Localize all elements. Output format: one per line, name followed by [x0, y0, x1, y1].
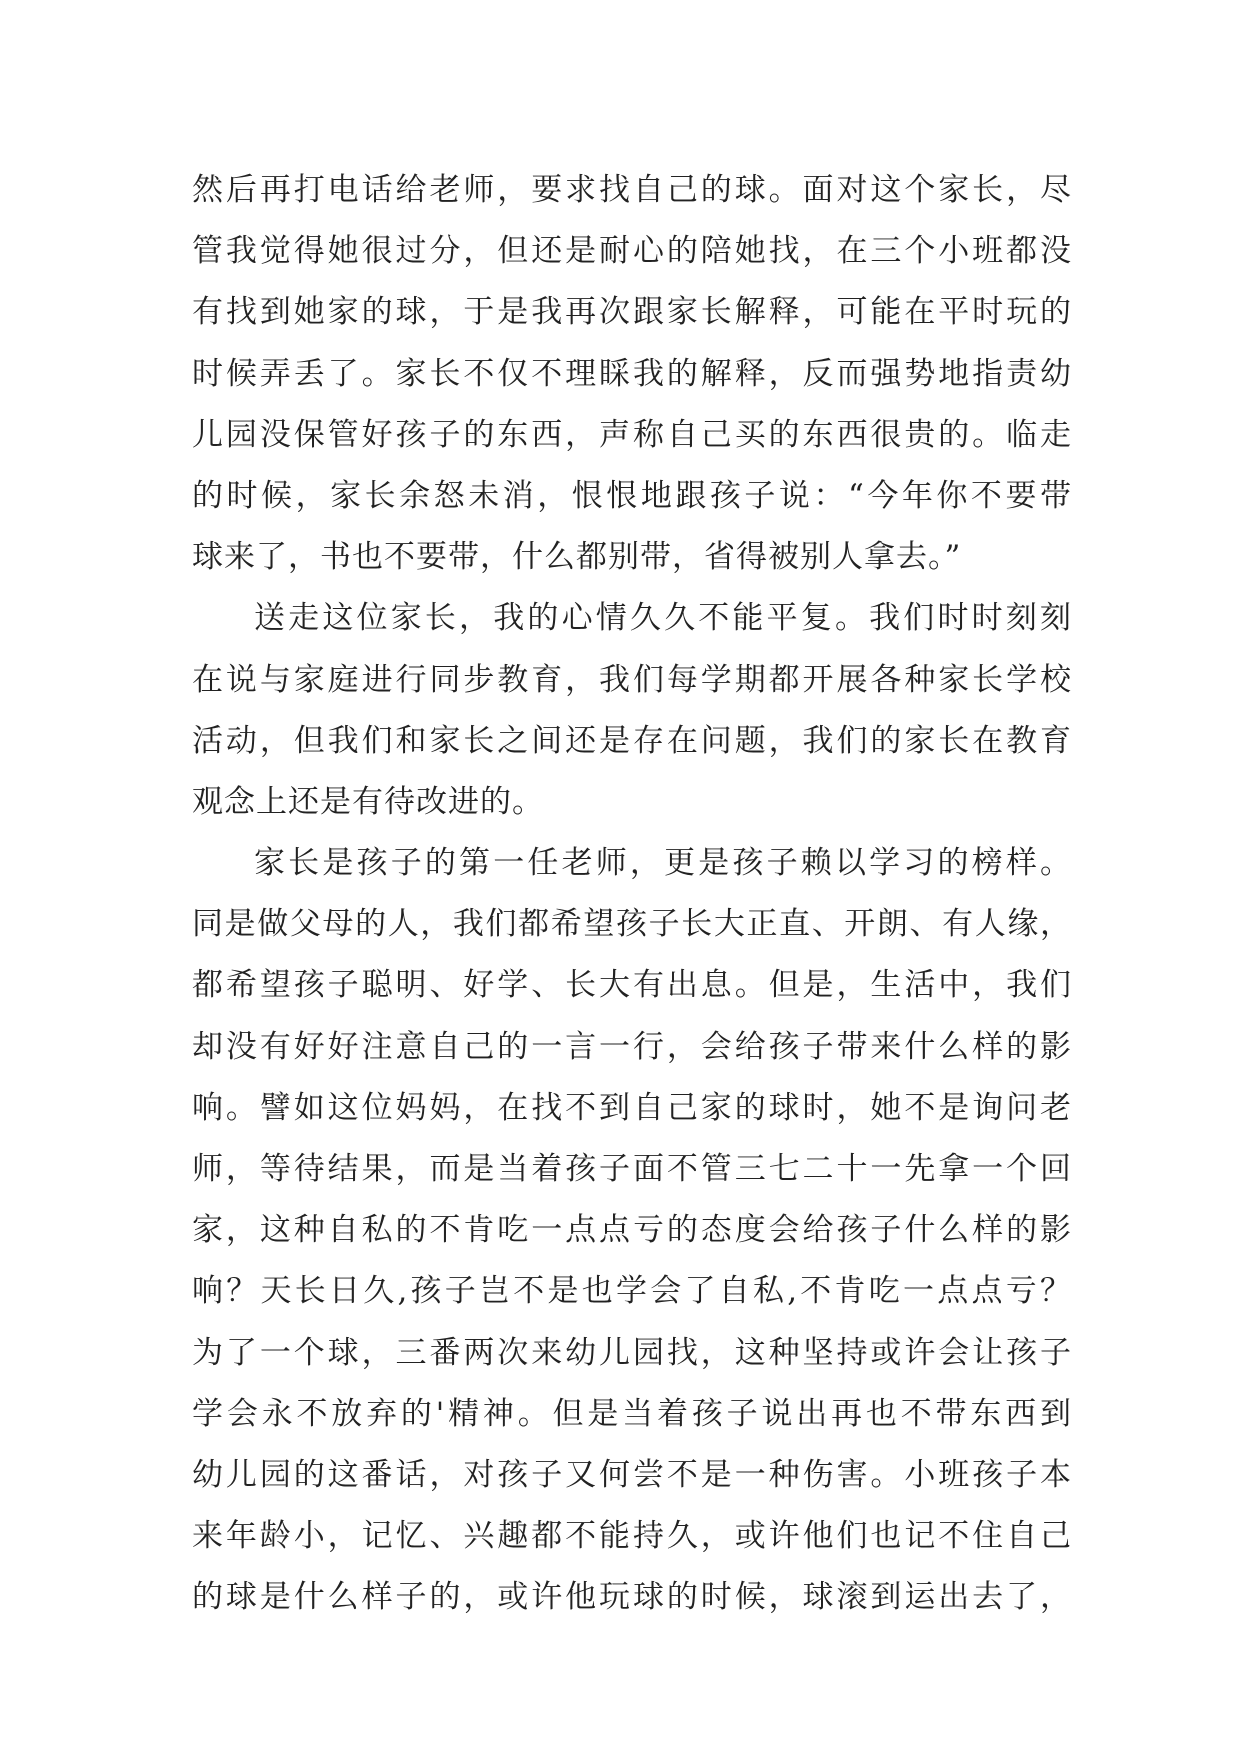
text-line: 同是做父母的人，我们都希望孩子长大正直、开朗、有人缘，	[192, 906, 1072, 943]
text-line: 球来了，书也不要带，什么都别带，省得被别人拿去。”	[192, 539, 962, 576]
text-line: 然后再打电话给老师，要求找自己的球。面对这个家长，尽	[192, 172, 1072, 208]
text-line: 活动，但我们和家长之间还是存在问题，我们的家长在教育	[192, 722, 1072, 759]
text-line: 学会永不放弃的'精神。但是当着孩子说出再也不带东西到	[192, 1395, 1072, 1432]
text-line: 家，这种自私的不肯吃一点点亏的态度会给孩子什么样的影	[192, 1212, 1072, 1249]
text-line: 却没有好好注意自己的一言一行，会给孩子带来什么样的影	[192, 1028, 1072, 1065]
text-line: 为了一个球，三番两次来幼儿园找，这种坚持或许会让孩子	[192, 1334, 1072, 1371]
text-line: 响？天长日久,孩子岂不是也学会了自私,不肯吃一点点亏？	[192, 1273, 1072, 1310]
text-line: 都希望孩子聪明、好学、长大有出息。但是，生活中，我们	[192, 967, 1072, 1004]
text-line: 响。譬如这位妈妈，在找不到自己家的球时，她不是询问老	[192, 1089, 1072, 1126]
text-line: 的球是什么样子的，或许他玩球的时候，球滚到运出去了，	[192, 1579, 1072, 1616]
body-text	[192, 160, 1072, 1629]
text-line: 在说与家庭进行同步教育，我们每学期都开展各种家长学校	[192, 661, 1072, 698]
text-line: 时候弄丢了。家长不仅不理睬我的解释，反而强势地指责幼	[192, 355, 1072, 392]
text-line: 送走这位家长，我的心情久久不能平复。我们时时刻刻	[254, 600, 1072, 637]
text-line: 的时候，家长余怒未消，恨恨地跟孩子说：“今年你不要带	[192, 477, 1072, 514]
text-line: 幼儿园的这番话，对孩子又何尝不是一种伤害。小班孩子本	[192, 1456, 1072, 1493]
text-line: 师，等待结果，而是当着孩子面不管三七二十一先拿一个回	[192, 1151, 1072, 1187]
text-line: 观念上还是有待改进的。	[192, 783, 544, 820]
text-line: 管我觉得她很过分，但还是耐心的陪她找，在三个小班都没	[192, 233, 1072, 270]
text-line: 来年龄小，记忆、兴趣都不能持久，或许他们也记不住自己	[192, 1518, 1072, 1555]
text-line: 儿园没保管好孩子的东西，声称自己买的东西很贵的。临走	[192, 416, 1072, 453]
text-line: 有找到她家的球，于是我再次跟家长解释，可能在平时玩的	[192, 294, 1072, 331]
text-line: 家长是孩子的第一任老师，更是孩子赖以学习的榜样。	[254, 845, 1072, 882]
